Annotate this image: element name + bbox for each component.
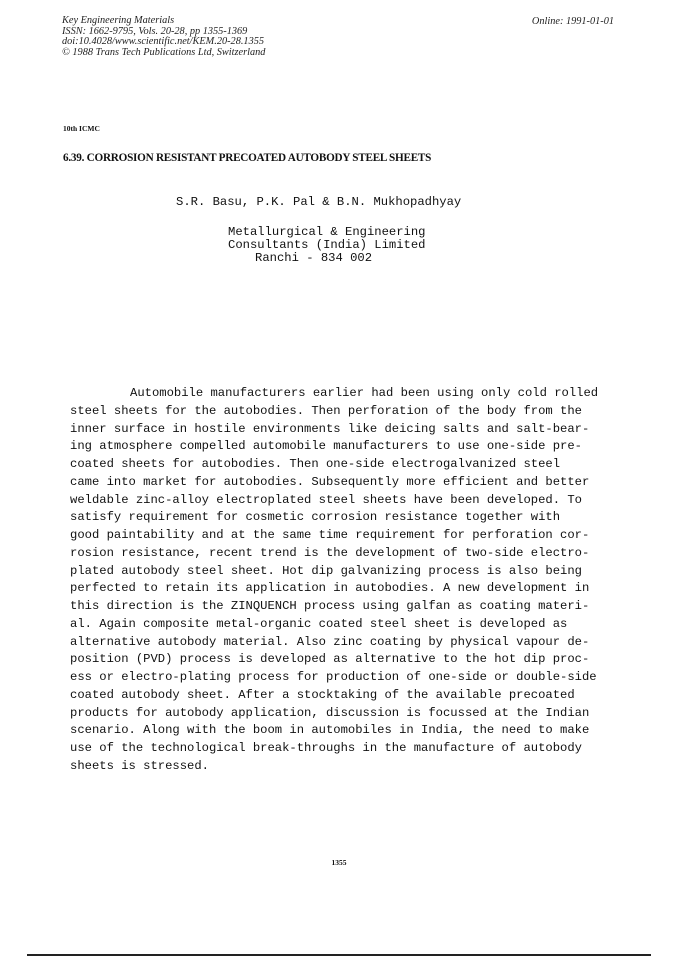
online-date: Online: 1991-01-01	[531, 16, 614, 27]
abstract-line: sheets is stressed.	[70, 758, 209, 773]
abstract-line: products for autobody application, discussion is focussed at the Indian	[70, 705, 590, 720]
journal-info	[62, 16, 265, 58]
affiliation-line: Metallurgical & Engineering	[228, 225, 426, 239]
abstract-line: rosion resistance, recent trend is the development of two-side electro-	[70, 545, 590, 560]
conference-label: 10th ICMC	[63, 124, 100, 133]
authors: S.R. Basu, P.K. Pal & B.N. Mukhopadhyay	[176, 195, 462, 209]
journal-doi: doi:10.4028/www.scientific.net/KEM.20-28.1355	[62, 36, 265, 48]
abstract-line: came into market for autobodies. Subsequently more efficient and better	[70, 474, 590, 489]
abstract-line: steel sheets for the autobodies. Then perforation of the body from the	[70, 403, 582, 418]
abstract-line: ing atmosphere compelled automobile manufacturers to use one-side pre-	[70, 439, 582, 454]
journal-name: Key Engineering Materials	[62, 15, 175, 26]
abstract-line: coated autobody sheet. After a stocktaking of the available precoated	[70, 687, 575, 702]
abstract-line: weldable zinc-alloy electroplated steel sheets have been developed. To	[70, 492, 582, 507]
abstract-line: good paintability and at the same time requirement for perforation cor-	[70, 528, 590, 542]
abstract-line: al. Again composite metal-organic coated steel sheet is developed as	[70, 616, 568, 631]
abstract-line: position (PVD) process is developed as alternative to the hot dip proc-	[70, 652, 590, 667]
affiliation-line: Consultants (India) Limited	[228, 238, 426, 252]
abstract-line: alternative autobody material. Also zinc coating by physical vapour de-	[70, 634, 590, 649]
abstract-line: plated autobody steel sheet. Hot dip galvanizing process is also being	[70, 563, 582, 578]
abstract-line: satisfy requirement for cosmetic corrosion resistance together with	[70, 510, 561, 525]
affiliation	[228, 226, 425, 265]
bottom-rule	[27, 954, 651, 956]
abstract-line: perfected to retain its application in autobodies. A new development in	[70, 581, 590, 596]
abstract-line: coated sheets for autobodies. Then one-side electrogalvanized steel	[70, 457, 561, 471]
abstract-line: scenario. Along with the boom in automobiles in India, the need to make	[70, 723, 590, 738]
abstract-line: ess or electro-plating process for production of one-side or double-side	[70, 670, 597, 684]
journal-issn: ISSN: 1662-9795, Vols. 20-28, pp 1355-1369	[62, 25, 248, 37]
abstract-line: use of the technological break-throughs in the manufacture of autobody	[70, 741, 582, 755]
abstract-line: Automobile manufacturers earlier had been using only cold rolled	[130, 386, 599, 400]
journal-copyright: © 1988 Trans Tech Publications Ltd, Switzerland	[62, 46, 266, 58]
affiliation-line: Ranchi - 834 002	[255, 251, 373, 265]
page-number: 1355	[331, 858, 347, 867]
abstract-line: inner surface in hostile environments like deicing salts and salt-bear-	[70, 421, 590, 436]
abstract-line: this direction is the ZINQUENCH process using galfan as coating materi-	[70, 599, 590, 613]
paper-title: 6.39. CORROSION RESISTANT PRECOATED AUTOBODY STEEL SHEETS	[63, 152, 432, 164]
abstract	[70, 385, 630, 776]
